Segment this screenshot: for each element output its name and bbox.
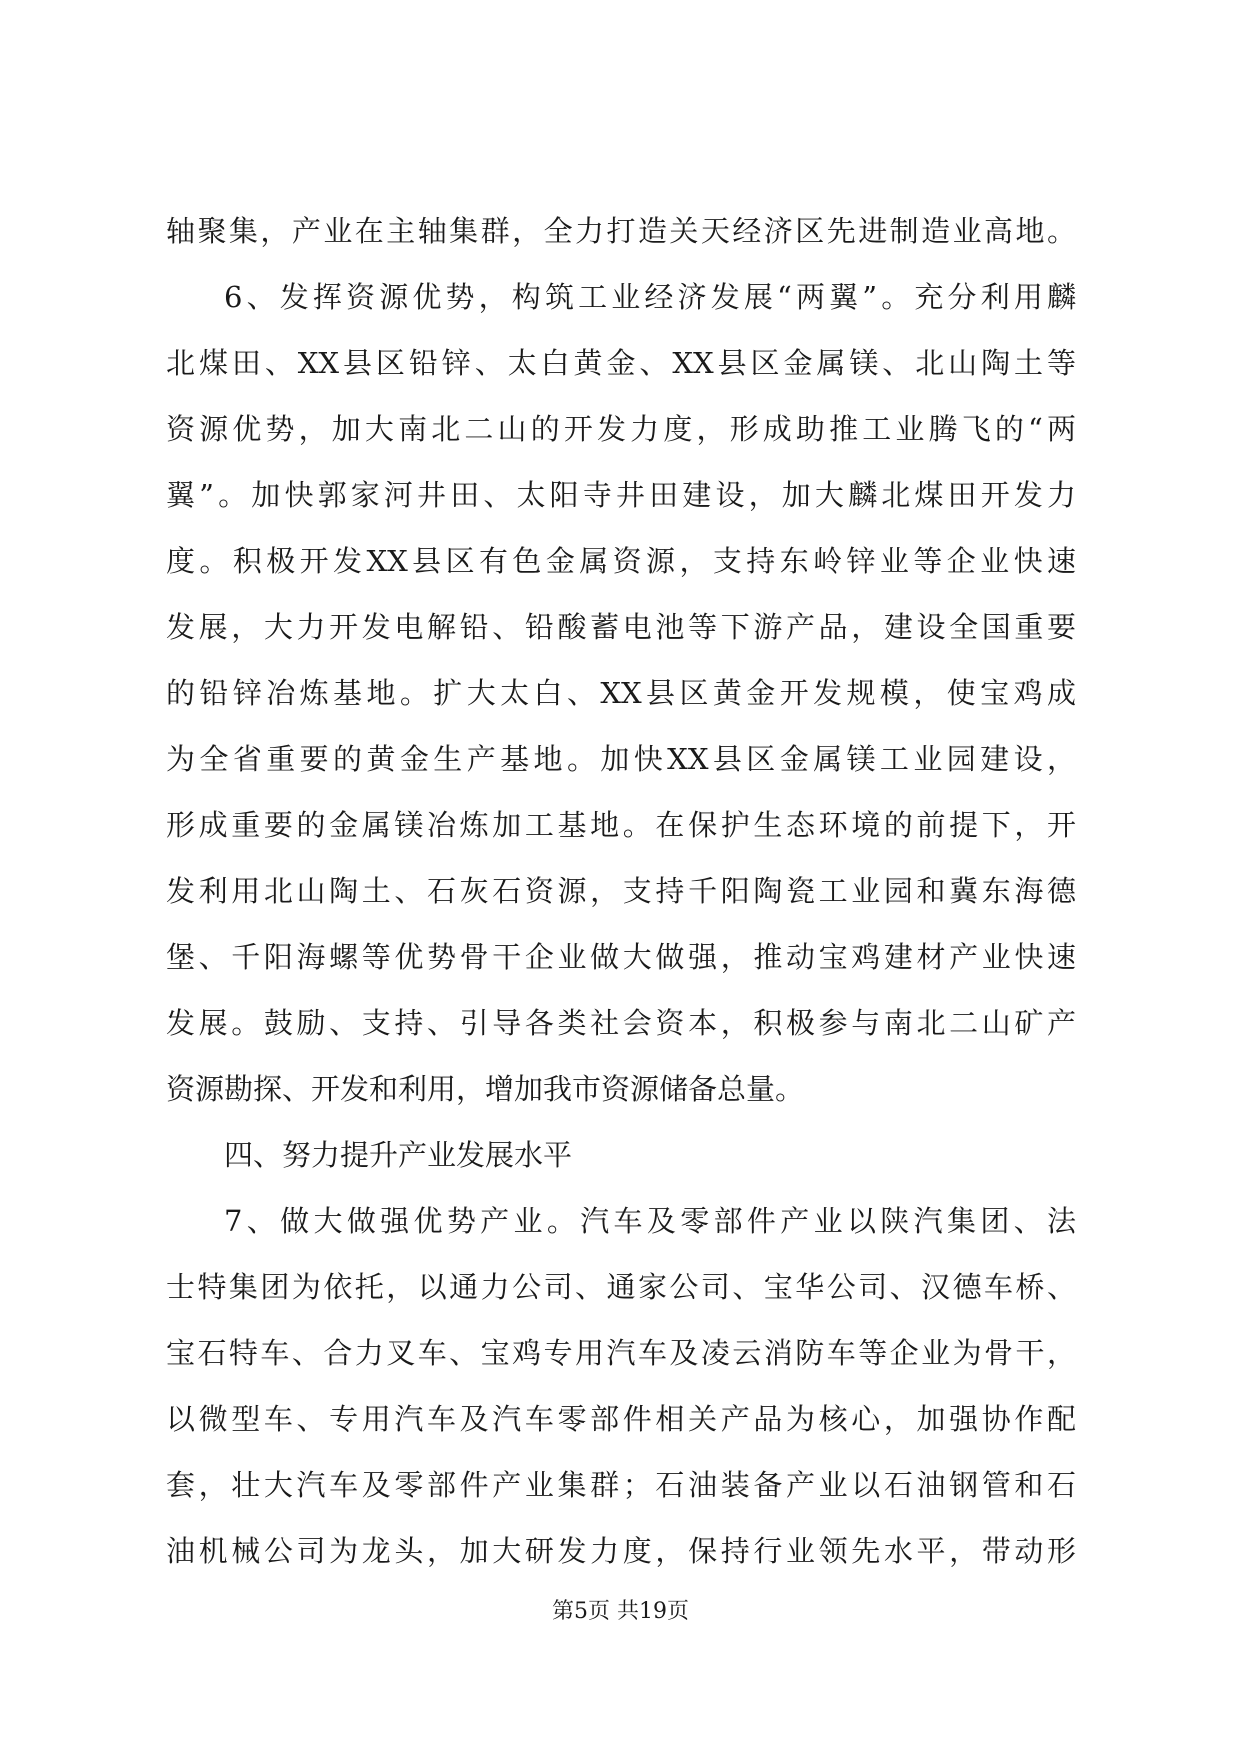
text-line: 宝石特车、合力叉车、宝鸡专用汽车及凌云消防车等企业为骨干， xyxy=(166,1336,1076,1370)
page-footer: 第5页 共19页 xyxy=(552,1599,689,1624)
text-line: 形成重要的金属镁冶炼加工基地。在保护生态环境的前提下，开 xyxy=(166,808,1076,842)
text-line: 度。积极开发XX县区有色金属资源，支持东岭锌业等企业快速 xyxy=(166,544,1076,578)
text-line: 堡、千阳海螺等优势骨干企业做大做强，推动宝鸡建材产业快速 xyxy=(166,940,1076,974)
text-line: 翼”。加快郭家河井田、太阳寺井田建设，加大麟北煤田开发力 xyxy=(166,478,1076,512)
text-line: 以微型车、专用汽车及汽车零部件相关产品为核心，加强协作配 xyxy=(166,1402,1076,1436)
paragraph-6-start: 6、发挥资源优势，构筑工业经济发展“两翼”。充分利用麟 xyxy=(224,280,1076,314)
paragraph-7-start: 7、做大做强优势产业。汽车及零部件产业以陕汽集团、法 xyxy=(224,1204,1076,1238)
text-line: 士特集团为依托，以通力公司、通家公司、宝华公司、汉德车桥、 xyxy=(166,1270,1076,1304)
text-line: 资源勘探、开发和利用，增加我市资源储备总量。 xyxy=(166,1072,805,1106)
text-line: 的铅锌冶炼基地。扩大太白、XX县区黄金开发规模，使宝鸡成 xyxy=(166,676,1076,710)
document-body xyxy=(166,198,1076,1584)
text-line: 北煤田、XX县区铅锌、太白黄金、XX县区金属镁、北山陶土等 xyxy=(166,346,1076,380)
text-line: 套，壮大汽车及零部件产业集群；石油装备产业以石油钢管和石 xyxy=(166,1468,1076,1502)
text-line: 为全省重要的黄金生产基地。加快XX县区金属镁工业园建设， xyxy=(166,742,1076,776)
section-heading: 四、努力提升产业发展水平 xyxy=(224,1138,573,1172)
text-line: 发展，大力开发电解铅、铅酸蓄电池等下游产品，建设全国重要 xyxy=(166,610,1076,644)
text-line: 发展。鼓励、支持、引导各类社会资本，积极参与南北二山矿产 xyxy=(166,1006,1076,1040)
text-line: 资源优势，加大南北二山的开发力度，形成助推工业腾飞的“两 xyxy=(166,412,1076,446)
text-line: 发利用北山陶土、石灰石资源，支持千阳陶瓷工业园和冀东海德 xyxy=(166,874,1076,908)
text-line: 油机械公司为龙头，加大研发力度，保持行业领先水平，带动形 xyxy=(166,1534,1076,1568)
text-line: 轴聚集，产业在主轴集群，全力打造关天经济区先进制造业高地。 xyxy=(166,214,1076,248)
